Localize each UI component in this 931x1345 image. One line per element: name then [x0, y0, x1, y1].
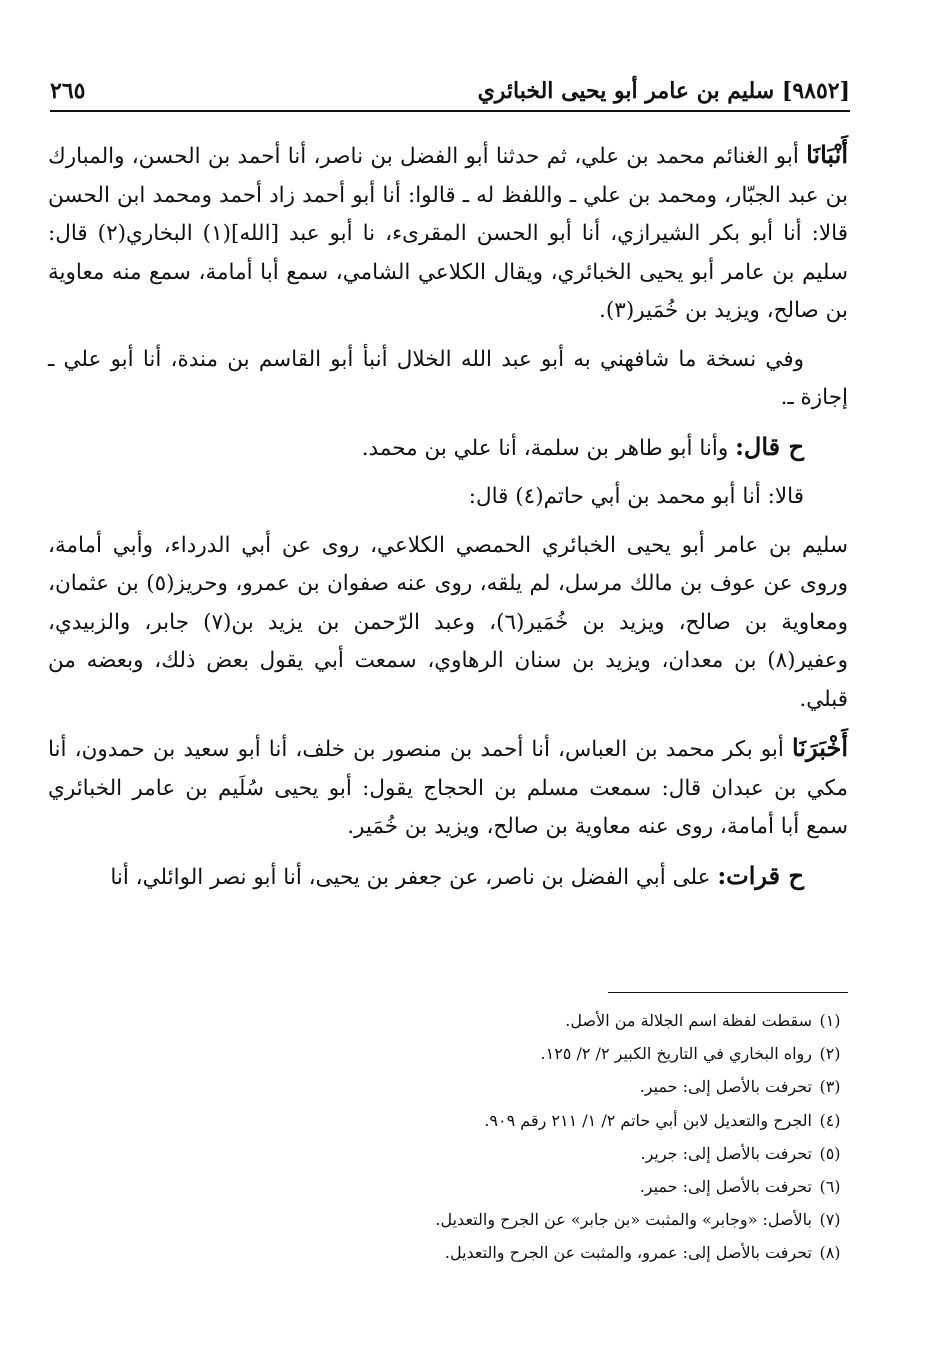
footnote-text: تحرفت بالأصل إلى: عمرو، والمثبت عن الجرح والتعديل. — [444, 1243, 812, 1263]
paragraph-lead: أَنْبَانَا — [806, 140, 848, 169]
footnote-number: (٤) — [819, 1110, 841, 1130]
paragraph-biography — [48, 527, 848, 720]
footnote-text: رواه البخاري في التاريخ الكبير ٢/ ٢/ ١٢٥. — [540, 1044, 812, 1064]
paragraph-text: قالا: أنا أبو محمد بن أبي حاتم(٤) قال: — [468, 484, 804, 509]
footnote-text: تحرفت بالأصل إلى: حمير. — [639, 1077, 812, 1097]
paragraph-text: وفي نسخة ما شافهني به أبو عبد الله الخلال أنبأ أبو القاسم بن مندة، أنا أبو علي ـ إجازة ـ. — [48, 346, 848, 410]
paragraph-ha-qarat — [48, 857, 848, 898]
footnote-item — [48, 1170, 848, 1203]
paragraph-text: أبو الغنائم محمد بن علي، ثم حدثنا أبو الفضل بن ناصر، أنا أحمد بن الحسن، والمبارك بن عبد الجبّار، ومحمد بن علي ـ واللفظ له ـ قالوا: أنا أبو أحمد زاد أحمد ومحمد ابن الحسن قالا: أنا أبو بكر الشيرازي، أنا أبو الحسن المقرىء، نا أبو عبد [الله](١) البخاري(٢) قال: سليم بن عامر أبو يحيى الخبائري، ويقال الكلاعي الشامي، سمع أبا أمامة، سمع منه معاوية بن صالح، ويزيد بن خُمَير(٣). — [48, 144, 848, 323]
footnote-item — [48, 1203, 848, 1236]
footnote-number: (٧) — [819, 1210, 841, 1230]
footnote-number: (٨) — [819, 1243, 841, 1263]
page-number: ٢٦٥ — [50, 78, 86, 104]
footnote-number: (٦) — [819, 1177, 841, 1197]
paragraph-lead: ح قرات: — [717, 860, 804, 890]
paragraph-qala — [48, 478, 848, 517]
paragraph-lead: ح قال: — [735, 431, 804, 461]
footnotes — [48, 1004, 848, 1270]
footnote-text: تحرفت بالأصل إلى: حمير. — [639, 1177, 812, 1197]
footnote-text: الجرح والتعديل لابن أبي حاتم ٢/ ١/ ٢١١ رقم ٩٠٩. — [484, 1110, 812, 1130]
footnote-separator — [608, 992, 848, 993]
main-text — [48, 136, 848, 907]
paragraph-text: أبو بكر محمد بن العباس، أنا أحمد بن منصور بن خلف، أنا أبو سعيد بن حمدون، أنا مكي بن عبدان قال: سمعت مسلم بن الحجاج يقول: أبو يحيى سُلَيم بن عامر الخبائري سمع أبا أمامة، روى عنه معاوية بن صالح، ويزيد بن خُمَير. — [48, 737, 849, 839]
footnote-item — [48, 1070, 848, 1103]
paragraph-text: وأنا أبو طاهر بن سلمة، أنا علي بن محمد. — [361, 435, 736, 461]
footnote-text: بالأصل: «وجابر» والمثبت «بن جابر» عن الجرح والتعديل. — [435, 1210, 812, 1230]
footnote-item — [48, 1104, 848, 1137]
footnote-text: سقطت لفظة اسم الجلالة من الأصل. — [565, 1011, 812, 1030]
paragraph-lead: أَخْبَرَنَا — [792, 733, 848, 762]
footnote-text: تحرفت بالأصل إلى: جرير. — [640, 1143, 812, 1163]
paragraph-text: على أبي الفضل بن ناصر، عن جعفر بن يحيى، أنا أبو نصر الوائلي، أنا — [110, 864, 718, 890]
page-header — [50, 66, 850, 112]
footnote-item — [48, 1236, 848, 1269]
paragraph-anbana — [48, 136, 848, 331]
paragraph-nuskha — [48, 341, 848, 418]
footnote-item — [48, 1037, 848, 1070]
footnote-number: (١) — [819, 1011, 841, 1030]
footnote-number: (٥) — [819, 1143, 841, 1163]
paragraph-ha-qal — [48, 428, 848, 469]
footnote-number: (٣) — [819, 1077, 841, 1097]
running-title: [٩٨٥٢] سليم بن عامر أبو يحيى الخبائري — [477, 78, 850, 104]
footnote-number: (٢) — [819, 1044, 841, 1064]
footnote-item — [48, 1004, 848, 1037]
paragraph-akhbarana — [48, 729, 848, 847]
footnote-item — [48, 1137, 848, 1170]
paragraph-text: سليم بن عامر أبو يحيى الخبائري الحمصي الكلاعي، روى عن أبي الدرداء، وأبي أمامة، وروى عن عوف بن مالك مرسل، لم يلقه، روى عنه صفوان بن عمرو، وحريز(٥) بن عثمان، ومعاوية بن صالح، ويزيد بن خُمَير(٦)، وعبد الرّحمن بن يزيد بن(٧) جابر، والزبيدي، وعفير(٨) بن معدان، ويزيد بن سنان الرهاوي، سمعت أبي يقول بعض ذلك، وبعضه من قبلي. — [48, 532, 849, 712]
